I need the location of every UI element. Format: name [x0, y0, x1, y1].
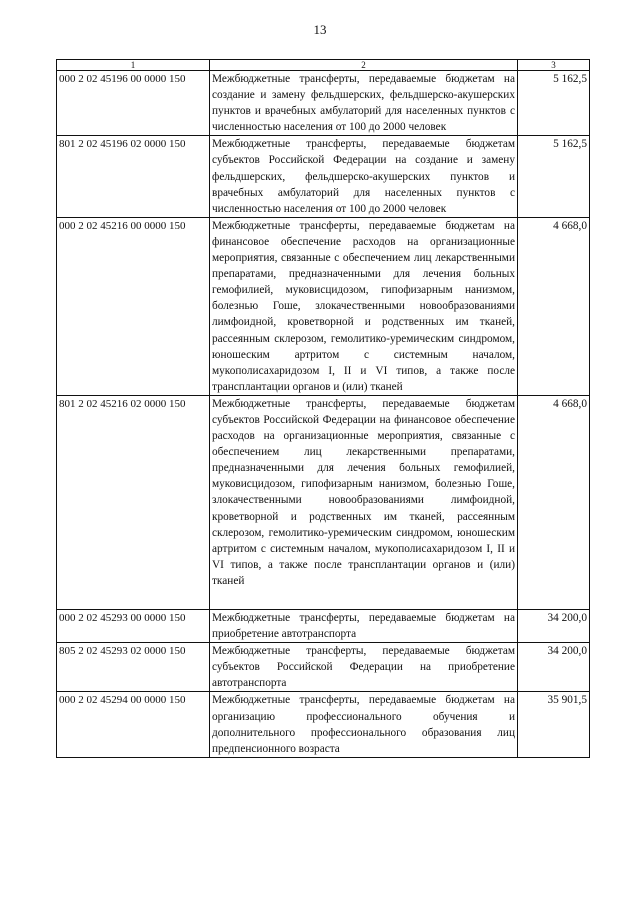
description-cell: Межбюджетные трансферты, передаваемые бюджетам на финансовое обеспечение расходов на организационные мероприятия, связанные с обеспечением лиц лекарственными препаратами, предназначенными для лечения больных гемофилией, муковисцидозом, гипофизарным нанизмом, болезнью Гоше, злокачественными новообразованиями лимфоидной, кроветворной и родственных им тканей, рассеянным склерозом, гемолитико-уремическим синдромом, юношеским артритом с системным началом, мукополисахаридозом I, II и VI типов, а также после трансплантации органов и (или) тканей [210, 217, 518, 395]
amount-cell: 5 162,5 [518, 136, 590, 217]
amount-cell: 4 668,0 [518, 395, 590, 609]
column-header-code: 1 [57, 60, 210, 71]
amount-cell: 5 162,5 [518, 71, 590, 136]
amount-cell: 4 668,0 [518, 217, 590, 395]
budget-code-cell: 801 2 02 45196 02 0000 150 [57, 136, 210, 217]
budget-code-cell: 000 2 02 45216 00 0000 150 [57, 217, 210, 395]
amount-cell: 35 901,5 [518, 692, 590, 757]
description-cell: Межбюджетные трансферты, передаваемые бюджетам субъектов Российской Федерации на финансовое обеспечение расходов на организационные мероприятия, связанные с обеспечением лиц лекарственными препаратами, предназначенными для лечения больных гемофилией, муковисцидозом, гипофизарным нанизмом, болезнью Гоше, злокачественными новообразованиями лимфоидной, кроветворной и родственных им тканей, рассеянным склерозом, гемолитико-уремическим синдромом, юношеским артритом с системным началом, мукополисахаридозом I, II и VI типов, а также после трансплантации органов и (или) тканей [210, 395, 518, 609]
table-row [57, 610, 590, 643]
description-cell: Межбюджетные трансферты, передаваемые бюджетам на приобретение автотранспорта [210, 610, 518, 643]
table-row [57, 643, 590, 692]
amount-cell: 34 200,0 [518, 643, 590, 692]
page-number: 13 [313, 22, 327, 37]
column-header-amount: 3 [518, 60, 590, 71]
table-header-row [57, 60, 590, 71]
column-header-description: 2 [210, 60, 518, 71]
table-row [57, 395, 590, 609]
budget-code-cell: 000 2 02 45294 00 0000 150 [57, 692, 210, 757]
description-cell: Межбюджетные трансферты, передаваемые бюджетам субъектов Российской Федерации на создание и замену фельдшерских, фельдшерско-акушерских пунктов и врачебных амбулаторий для населенных пунктов с численностью населения от 100 до 2000 человек [210, 136, 518, 217]
budget-transfers-table [56, 59, 590, 758]
table-row [57, 71, 590, 136]
budget-code-cell: 000 2 02 45293 00 0000 150 [57, 610, 210, 643]
amount-cell: 34 200,0 [518, 610, 590, 643]
description-cell: Межбюджетные трансферты, передаваемые бюджетам на организацию профессионального обучения и дополнительного профессионального образования лиц предпенсионного возраста [210, 692, 518, 757]
description-cell: Межбюджетные трансферты, передаваемые бюджетам на создание и замену фельдшерских, фельдшерско-акушерских пунктов и врачебных амбулаторий для населенных пунктов с численностью населения от 100 до 2000 человек [210, 71, 518, 136]
budget-code-cell: 801 2 02 45216 02 0000 150 [57, 395, 210, 609]
table-row [57, 692, 590, 757]
budget-code-cell: 000 2 02 45196 00 0000 150 [57, 71, 210, 136]
description-cell: Межбюджетные трансферты, передаваемые бюджетам субъектов Российской Федерации на приобретение автотранспорта [210, 643, 518, 692]
table-row [57, 217, 590, 395]
budget-code-cell: 805 2 02 45293 02 0000 150 [57, 643, 210, 692]
table-row [57, 136, 590, 217]
